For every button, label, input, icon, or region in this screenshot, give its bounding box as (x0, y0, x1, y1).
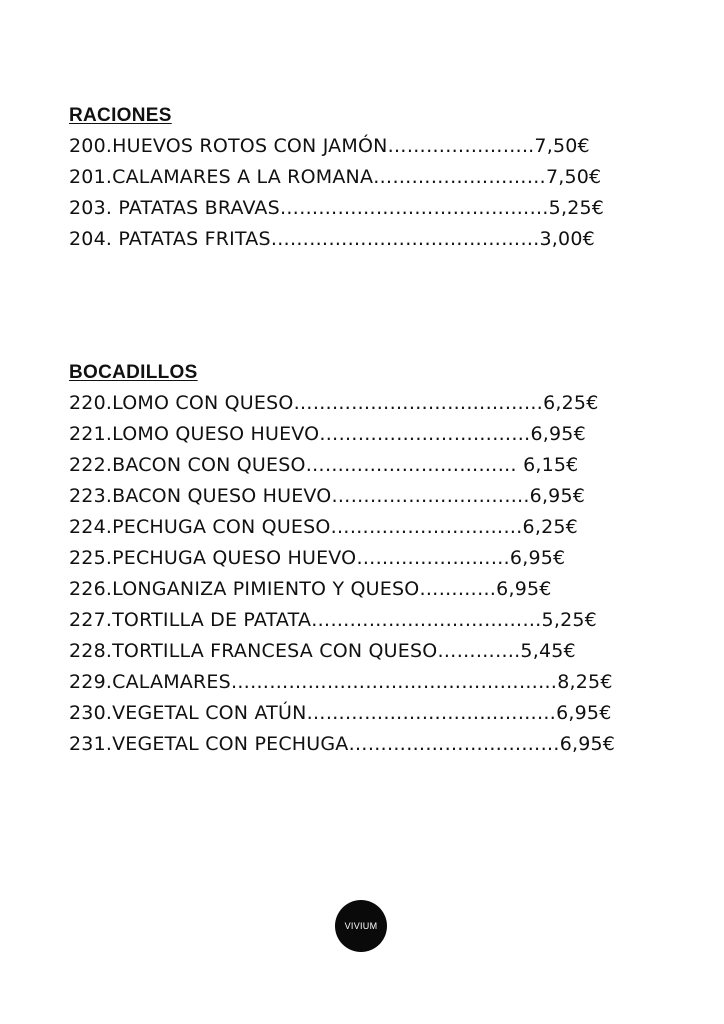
menu-item: 228.TORTILLA FRANCESA CON QUESO………….5,45€ (69, 640, 576, 662)
bocadillos-list (69, 388, 659, 760)
section-title-bocadillos: BOCADILLOS (69, 362, 198, 383)
menu-item: 224.PECHUGA CON QUESO…………………………6,25€ (69, 516, 578, 538)
section-title-raciones: RACIONES (69, 105, 172, 126)
menu-item: 203. PATATAS BRAVAS……………………………………5,25€ (69, 197, 605, 219)
menu-item: 201.CALAMARES A LA ROMANA………………………7,50€ (69, 166, 602, 188)
section-raciones (69, 100, 659, 255)
menu-item: 226.LONGANIZA PIMIENTO Y QUESO…………6,95€ (69, 578, 552, 600)
menu-item: 231.VEGETAL CON PECHUGA……………………………6,95€ (69, 733, 616, 755)
vivium-logo (335, 900, 387, 952)
menu-item: 230.VEGETAL CON ATÚN…………………………………6,95€ (69, 702, 612, 724)
logo-text: VIVIUM (344, 921, 378, 931)
section-bocadillos (69, 357, 659, 760)
menu-item: 204. PATATAS FRITAS……………………………………3,00€ (69, 228, 595, 250)
menu-item: 223.BACON QUESO HUEVO………………………….6,95€ (69, 485, 586, 507)
raciones-list (69, 131, 659, 255)
menu-item: 220.LOMO CON QUESO…………………………………6,25€ (69, 392, 599, 414)
menu-item: 221.LOMO QUESO HUEVO……………………………6,95€ (69, 423, 586, 445)
menu-item: 229.CALAMARES……………………………………………8,25€ (69, 671, 613, 693)
menu-item: 225.PECHUGA QUESO HUEVO……………………6,95€ (69, 547, 566, 569)
menu-item: 222.BACON CON QUESO…………………………… 6,15€ (69, 454, 579, 476)
menu-item: 200.HUEVOS ROTOS CON JAMÓN…………………..7,50€ (69, 135, 590, 157)
menu-item: 227.TORTILLA DE PATATA………………………………5,25€ (69, 609, 597, 631)
